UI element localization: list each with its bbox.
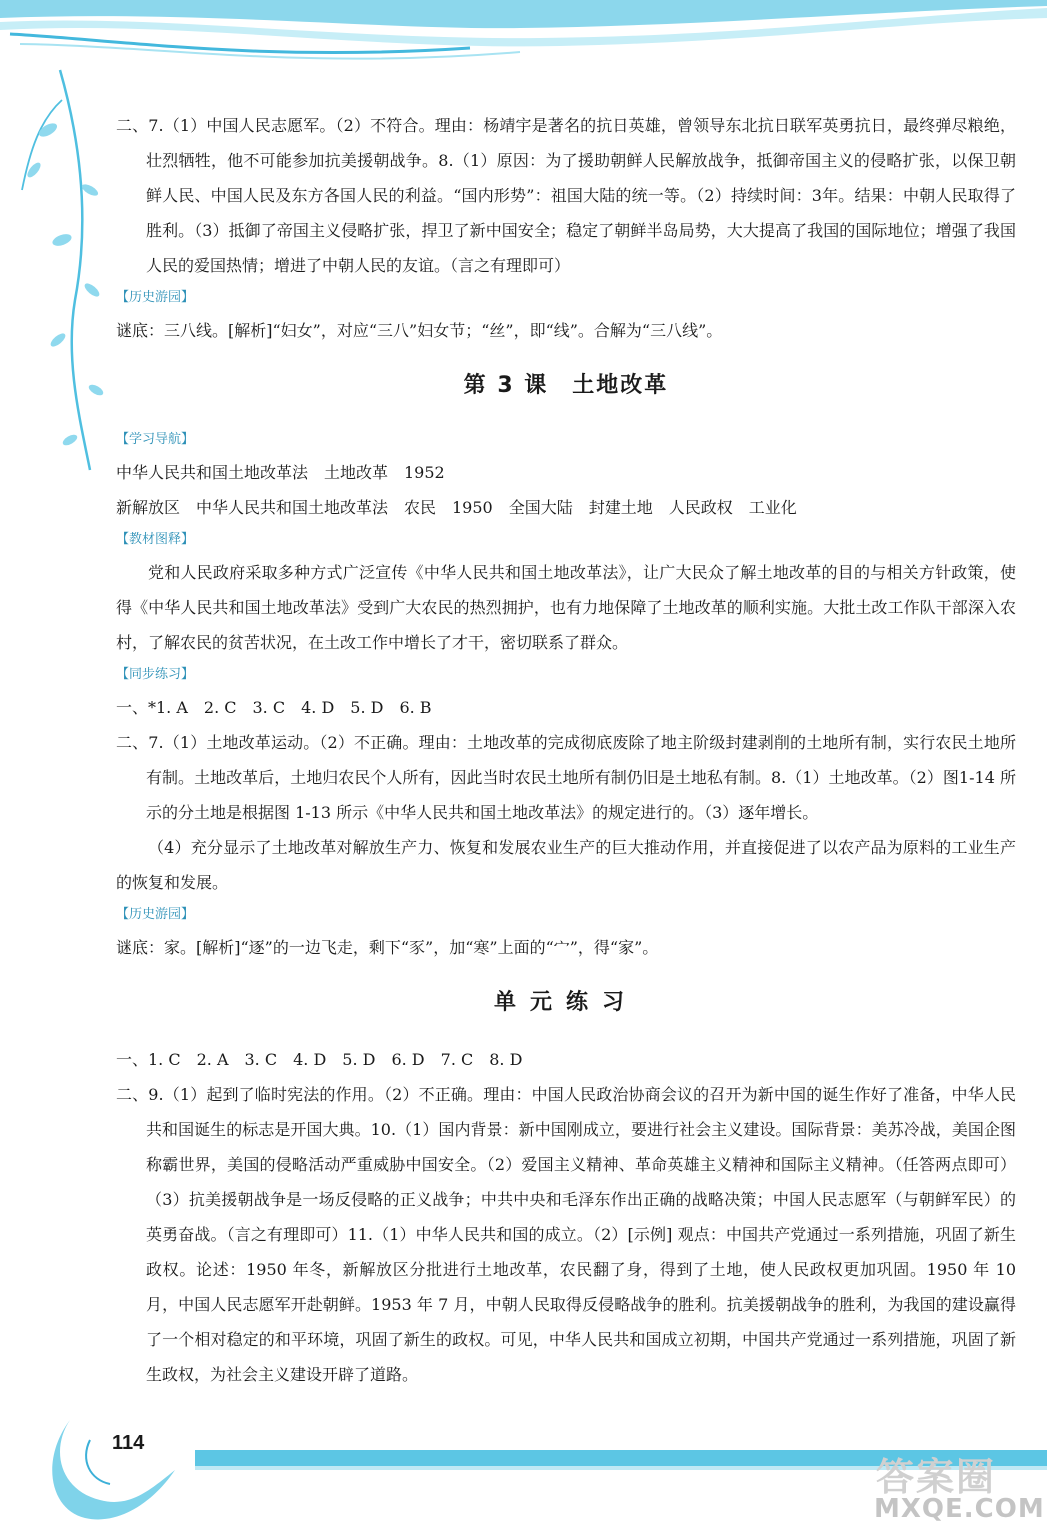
guide-line: 中华人民共和国土地改革法 土地改革 1952 [116,463,445,482]
page-number: 114 [112,1432,145,1454]
practice-answers-open-cont: （4）充分显示了土地改革对解放生产力、恢复和发展农业生产的巨大推动作用，并直接促进了以农产品为原料的工业生产的恢复和发展。 [116,838,1016,892]
unit-answers-choice: 一、1. C 2. A 3. C 4. D 5. D 6. D 7. C 8. D [116,1050,523,1069]
watermark-url: MXQE.COM [874,1494,1045,1524]
watermark-logo: 答案圈 [876,1455,997,1499]
section-tag-history: 【历史游园】 [116,290,195,305]
section-tag-history: 【历史游园】 [116,907,195,922]
lesson-title: 第 3 课 土地改革 [463,373,669,398]
unit-answers-open: 二、9.（1）起到了临时宪法的作用。（2）不正确。理由：中国人民政治协商会议的召开为新中国的诞生作好了准备，中华人民共和国诞生的标志是开国大典。10.（1）国内背景：新中国刚成立，要进行社会主义建设。国际背景：美苏冷战，美国企图称霸世界，美国的侵略活动严重威胁中国安全。（2）爱国主义精神、革命英雄主义精神和国际主义精神。（任答两点即可）（3）抗美援朝战争是一场反侵略的正义战争；中共中央和毛泽东作出正确的战略决策；中国人民志愿军（与朝鲜军民）的英勇奋战。（言之有理即可）11.（1）中华人民共和国的成立。（2）[示例] 观点：中国共产党通过一系列措施，巩固了新生政权。论述：1950 年冬，新解放区分批进行土地改革，农民翻了身，得到了土地，使人民政权更加巩固。1950 年 10 月，中国人民志愿军开赴朝鲜。1953 年 7 月，中朝人民取得反侵略战争的胜利。抗美援朝战争的胜利，为我国的建设赢得了一个相对稳定的和平环境，巩固了新生的政权。可见，中华人民共和国成立初期，中国共产党通过一系列措施，巩固了新生政权，为社会主义建设开辟了道路。 [116,1085,1016,1384]
page-content [116,108,1016,1392]
section-tag-textbook: 【教材图释】 [116,532,195,547]
riddle-answer: 谜底：家。[解析]“逐”的一边飞走，剩下“豕”，加“寒”上面的“宀”，得“家”。 [116,938,659,957]
practice-answers-open: 二、7.（1）土地改革运动。（2）不正确。理由：土地改革的完成彻底废除了地主阶级封建剥削的土地所有制，实行农民土地所有制。土地改革后，土地归农民个人所有，因此当时农民土地所有制仍旧是土地私有制。8.（1）土地改革。（2）图1-14 所示的分土地是根据图 1-13 所示《中华人民共和国土地改革法》的规定进行的。（3）逐年增长。 [116,733,1016,822]
section-tag-guide: 【学习导航】 [116,432,195,447]
vine-decoration [0,60,120,480]
practice-answers-choice: 一、*1. A 2. C 3. C 4. D 5. D 6. B [116,698,432,717]
textbook-paragraph: 党和人民政府采取多种方式广泛宣传《中华人民共和国土地改革法》，让广大民众了解土地改革的目的与相关方针政策，使得《中华人民共和国土地改革法》受到广大农民的热烈拥护，也有力地保障了土地改革的顺利实施。大批土改工作队干部深入农村，了解农民的贫苦状况，在土改工作中增长了才干，密切联系了群众。 [116,563,1016,652]
guide-line: 新解放区 中华人民共和国土地改革法 农民 1950 全国大陆 封建土地 人民政权 工业化 [116,498,797,517]
unit-title: 单元练习 [493,990,638,1015]
answer-paragraph: 二、7.（1）中国人民志愿军。（2）不符合。理由：杨靖宇是著名的抗日英雄，曾领导东北抗日联军英勇抗日，最终弹尽粮绝，壮烈牺牲，他不可能参加抗美援朝战争。8.（1）原因：为了援助朝鲜人民解放战争，抵御帝国主义的侵略扩张，以保卫朝鲜人民、中国人民及东方各国人民的利益。“国内形势”：祖国大陆的统一等。（2）持续时间：3年。结果：中朝人民取得了胜利。（3）抵御了帝国主义侵略扩张，捍卫了新中国安全；稳定了朝鲜半岛局势，大大提高了我国的国际地位；增强了我国人民的爱国热情；增进了中朝人民的友谊。（言之有理即可） [116,116,1016,275]
riddle-answer: 谜底：三八线。[解析]“妇女”，对应“三八”妇女节；“丝”，即“线”。合解为“三八线”。 [116,321,723,340]
section-tag-practice: 【同步练习】 [116,667,195,682]
top-ribbon-decoration [0,0,1047,90]
